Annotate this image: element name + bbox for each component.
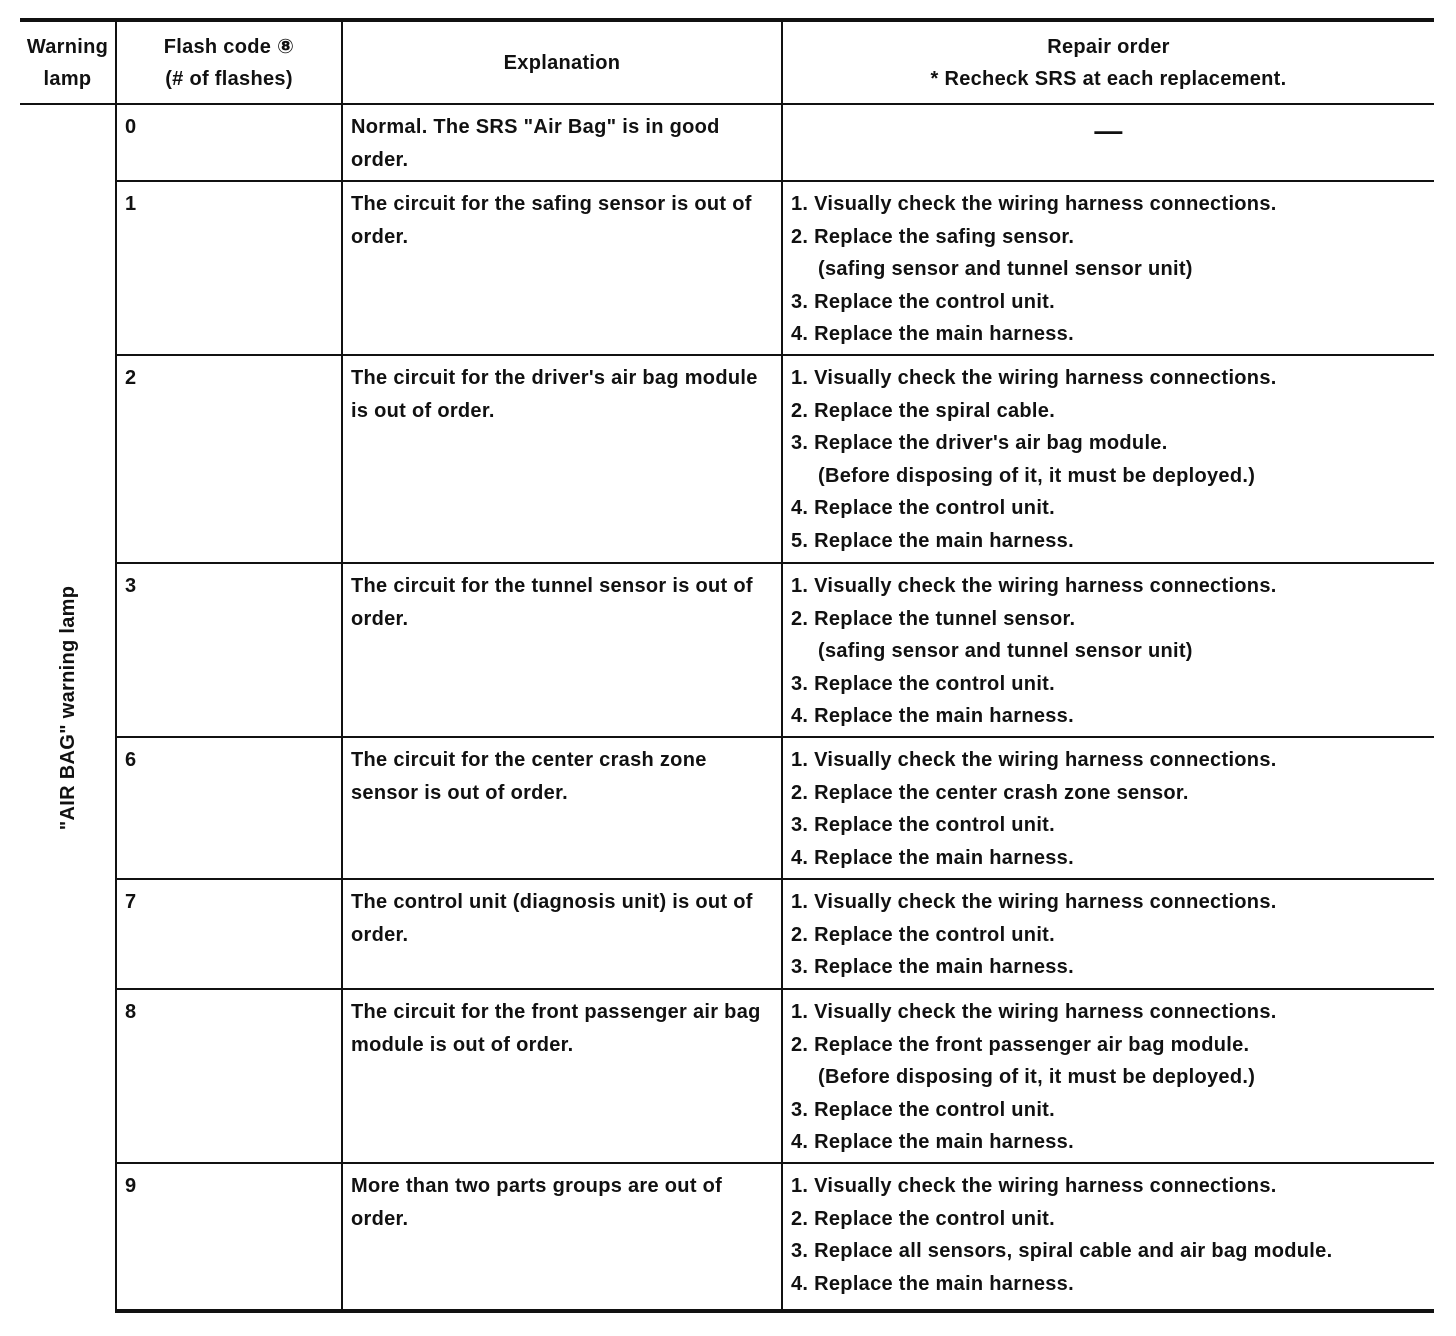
repair-step-text: 2. Replace the center crash zone sensor.: [791, 781, 1189, 804]
repair-step: [791, 525, 1426, 558]
repair-step: [791, 744, 1426, 777]
repair-step: [791, 1235, 1426, 1268]
repair-steps: [791, 996, 1426, 1159]
explanation-text: The control unit (diagnosis unit) is out of order.: [351, 891, 753, 946]
repair-step-text: 3. Replace the control unit.: [791, 290, 1055, 313]
repair-steps: [791, 362, 1426, 557]
header-warning-lamp-line2: lamp: [43, 67, 92, 90]
table-row: [20, 737, 1434, 879]
repair-step: [791, 700, 1426, 733]
repair-steps: [791, 886, 1426, 984]
diagnosis-table: [20, 18, 1434, 1313]
repair-step-note: (safing sensor and tunnel sensor unit): [818, 640, 1193, 662]
repair-step: [791, 1029, 1426, 1094]
repair-cell: [782, 355, 1434, 563]
repair-step: [791, 1126, 1426, 1159]
repair-step: [791, 1094, 1426, 1127]
table-header: [20, 20, 1434, 104]
repair-step: [791, 1203, 1426, 1236]
header-repair-order-line1: Repair order: [1047, 35, 1170, 58]
no-repair-dash: —: [1094, 115, 1123, 146]
repair-step-text: 1. Visually check the wiring harness connections.: [791, 1175, 1277, 1197]
table-row: [20, 104, 1434, 181]
flash-code-cell: [116, 989, 342, 1163]
repair-step: [791, 395, 1426, 428]
explanation-cell: [342, 104, 782, 181]
flash-code: 7: [125, 891, 137, 913]
repair-list-wrap: [791, 564, 1426, 733]
flash-code: 3: [125, 575, 137, 597]
repair-step: [791, 886, 1426, 919]
repair-step-note: (Before disposing of it, it must be deployed.): [818, 1066, 1256, 1088]
repair-list-wrap: [791, 182, 1426, 351]
flash-code-cell: [116, 879, 342, 989]
flash-code: 1: [125, 193, 137, 215]
repair-step-text: 2. Replace the control unit.: [791, 1207, 1055, 1230]
repair-step-text: 2. Replace the front passenger air bag module.: [791, 1033, 1250, 1056]
repair-step-text: 1. Visually check the wiring harness connections.: [791, 1001, 1277, 1023]
table-row: [20, 1163, 1434, 1311]
repair-steps: [791, 570, 1426, 733]
repair-step-text: 1. Visually check the wiring harness connections.: [791, 891, 1277, 913]
explanation-cell: [342, 989, 782, 1163]
repair-cell: [782, 989, 1434, 1163]
repair-cell: [782, 737, 1434, 879]
header-warning-lamp-line1: Warning: [26, 35, 109, 58]
header-row: [20, 20, 1434, 104]
repair-step-text: 2. Replace the control unit.: [791, 923, 1055, 946]
flash-code-cell: [116, 737, 342, 879]
flash-code: 6: [125, 749, 137, 771]
repair-step-text: 4. Replace the main harness.: [791, 323, 1074, 345]
explanation-text: Normal. The SRS "Air Bag" is in good order.: [351, 116, 720, 171]
repair-step-text: 1. Visually check the wiring harness connections.: [791, 193, 1277, 215]
explanation-text: More than two parts groups are out of order.: [351, 1175, 723, 1230]
flash-code: 0: [125, 116, 137, 138]
repair-step-text: 4. Replace the main harness.: [791, 846, 1074, 869]
repair-step: [791, 603, 1426, 668]
table-row: [20, 563, 1434, 737]
flash-code-cell: [116, 355, 342, 563]
explanation-cell: [342, 1163, 782, 1311]
repair-cell: [782, 104, 1434, 181]
repair-step-text: 2. Replace the safing sensor.: [791, 225, 1075, 248]
repair-step: [791, 570, 1426, 603]
repair-cell: [782, 1163, 1434, 1311]
header-flash-code-line1: Flash code ⑧: [163, 35, 295, 58]
repair-step-text: 3. Replace the control unit.: [791, 1098, 1055, 1121]
flash-code-cell: [116, 104, 342, 181]
repair-step-text: 1. Visually check the wiring harness connections.: [791, 575, 1277, 597]
explanation-cell: [342, 181, 782, 355]
flash-code-cell: [116, 181, 342, 355]
repair-steps: [791, 188, 1426, 351]
repair-cell: [782, 563, 1434, 737]
repair-list-wrap: [791, 356, 1426, 557]
repair-step: [791, 427, 1426, 492]
repair-step: [791, 318, 1426, 351]
repair-step: [791, 842, 1426, 875]
flash-code: 9: [125, 1175, 137, 1197]
repair-step-text: 3. Replace all sensors, spiral cable and air bag module.: [791, 1240, 1333, 1262]
repair-step-text: 4. Replace the main harness.: [791, 1131, 1074, 1153]
repair-step-text: 4. Replace the main harness.: [791, 705, 1074, 727]
explanation-cell: [342, 563, 782, 737]
repair-list-wrap: [791, 1164, 1426, 1300]
explanation-cell: [342, 879, 782, 989]
repair-step-text: 1. Visually check the wiring harness connections.: [791, 367, 1277, 389]
repair-step-text: 3. Replace the control unit.: [791, 672, 1055, 695]
repair-step-text: 1. Visually check the wiring harness connections.: [791, 749, 1277, 771]
repair-step: [791, 221, 1426, 286]
explanation-text: The circuit for the driver's air bag module is out of order.: [351, 367, 758, 422]
warning-lamp-cell: [20, 104, 116, 1311]
repair-step-text: 4. Replace the main harness.: [791, 1272, 1074, 1295]
repair-list-wrap: [791, 738, 1426, 874]
repair-step-text: 5. Replace the main harness.: [791, 529, 1074, 552]
explanation-text: The circuit for the front passenger air bag module is out of order.: [351, 1001, 761, 1056]
repair-step-text: 4. Replace the control unit.: [791, 497, 1055, 519]
flash-code-cell: [116, 1163, 342, 1311]
repair-step: [791, 668, 1426, 701]
flash-code-cell: [116, 563, 342, 737]
repair-step-text: 2. Replace the spiral cable.: [791, 399, 1056, 422]
flash-code: 8: [125, 1001, 137, 1023]
table-body: [20, 104, 1434, 1311]
repair-step: [791, 286, 1426, 319]
repair-step: [791, 809, 1426, 842]
explanation-cell: [342, 355, 782, 563]
repair-step: [791, 362, 1426, 395]
repair-step: [791, 188, 1426, 221]
repair-list-wrap: [791, 990, 1426, 1159]
repair-step: [791, 951, 1426, 984]
table-row: [20, 989, 1434, 1163]
repair-steps: [791, 744, 1426, 874]
repair-cell: [782, 181, 1434, 355]
explanation-text: The circuit for the center crash zone sensor is out of order.: [351, 749, 707, 804]
repair-step-note: (Before disposing of it, it must be deployed.): [818, 464, 1256, 487]
repair-step-note: (safing sensor and tunnel sensor unit): [818, 258, 1193, 280]
repair-step-text: 3. Replace the driver's air bag module.: [791, 432, 1168, 454]
table-row: [20, 355, 1434, 563]
explanation-text: The circuit for the safing sensor is out of order.: [351, 193, 752, 248]
explanation-text: The circuit for the tunnel sensor is out of order.: [351, 575, 753, 630]
repair-step: [791, 996, 1426, 1029]
header-warning-lamp: [20, 20, 116, 104]
repair-step: [791, 492, 1426, 525]
table-row: [20, 879, 1434, 989]
repair-cell: [782, 879, 1434, 989]
repair-step-text: 3. Replace the control unit.: [791, 814, 1055, 836]
repair-list-wrap: [791, 880, 1426, 984]
repair-step-text: 2. Replace the tunnel sensor.: [791, 607, 1076, 630]
repair-step: [791, 777, 1426, 810]
header-repair-order-line2: * Recheck SRS at each replacement.: [930, 67, 1287, 90]
repair-step: [791, 919, 1426, 952]
header-repair-order: [782, 20, 1434, 104]
flash-code: 2: [125, 367, 137, 389]
repair-step-text: 3. Replace the main harness.: [791, 956, 1074, 978]
table-row: [20, 181, 1434, 355]
repair-step: [791, 1170, 1426, 1203]
header-flash-code: [116, 20, 342, 104]
repair-steps: [791, 1170, 1426, 1300]
explanation-cell: [342, 737, 782, 879]
warning-lamp-label: "AIR BAG" warning lamp: [56, 585, 79, 831]
repair-step: [791, 1268, 1426, 1301]
header-flash-code-line2: (# of flashes): [165, 67, 293, 90]
header-explanation: Explanation: [342, 20, 782, 104]
